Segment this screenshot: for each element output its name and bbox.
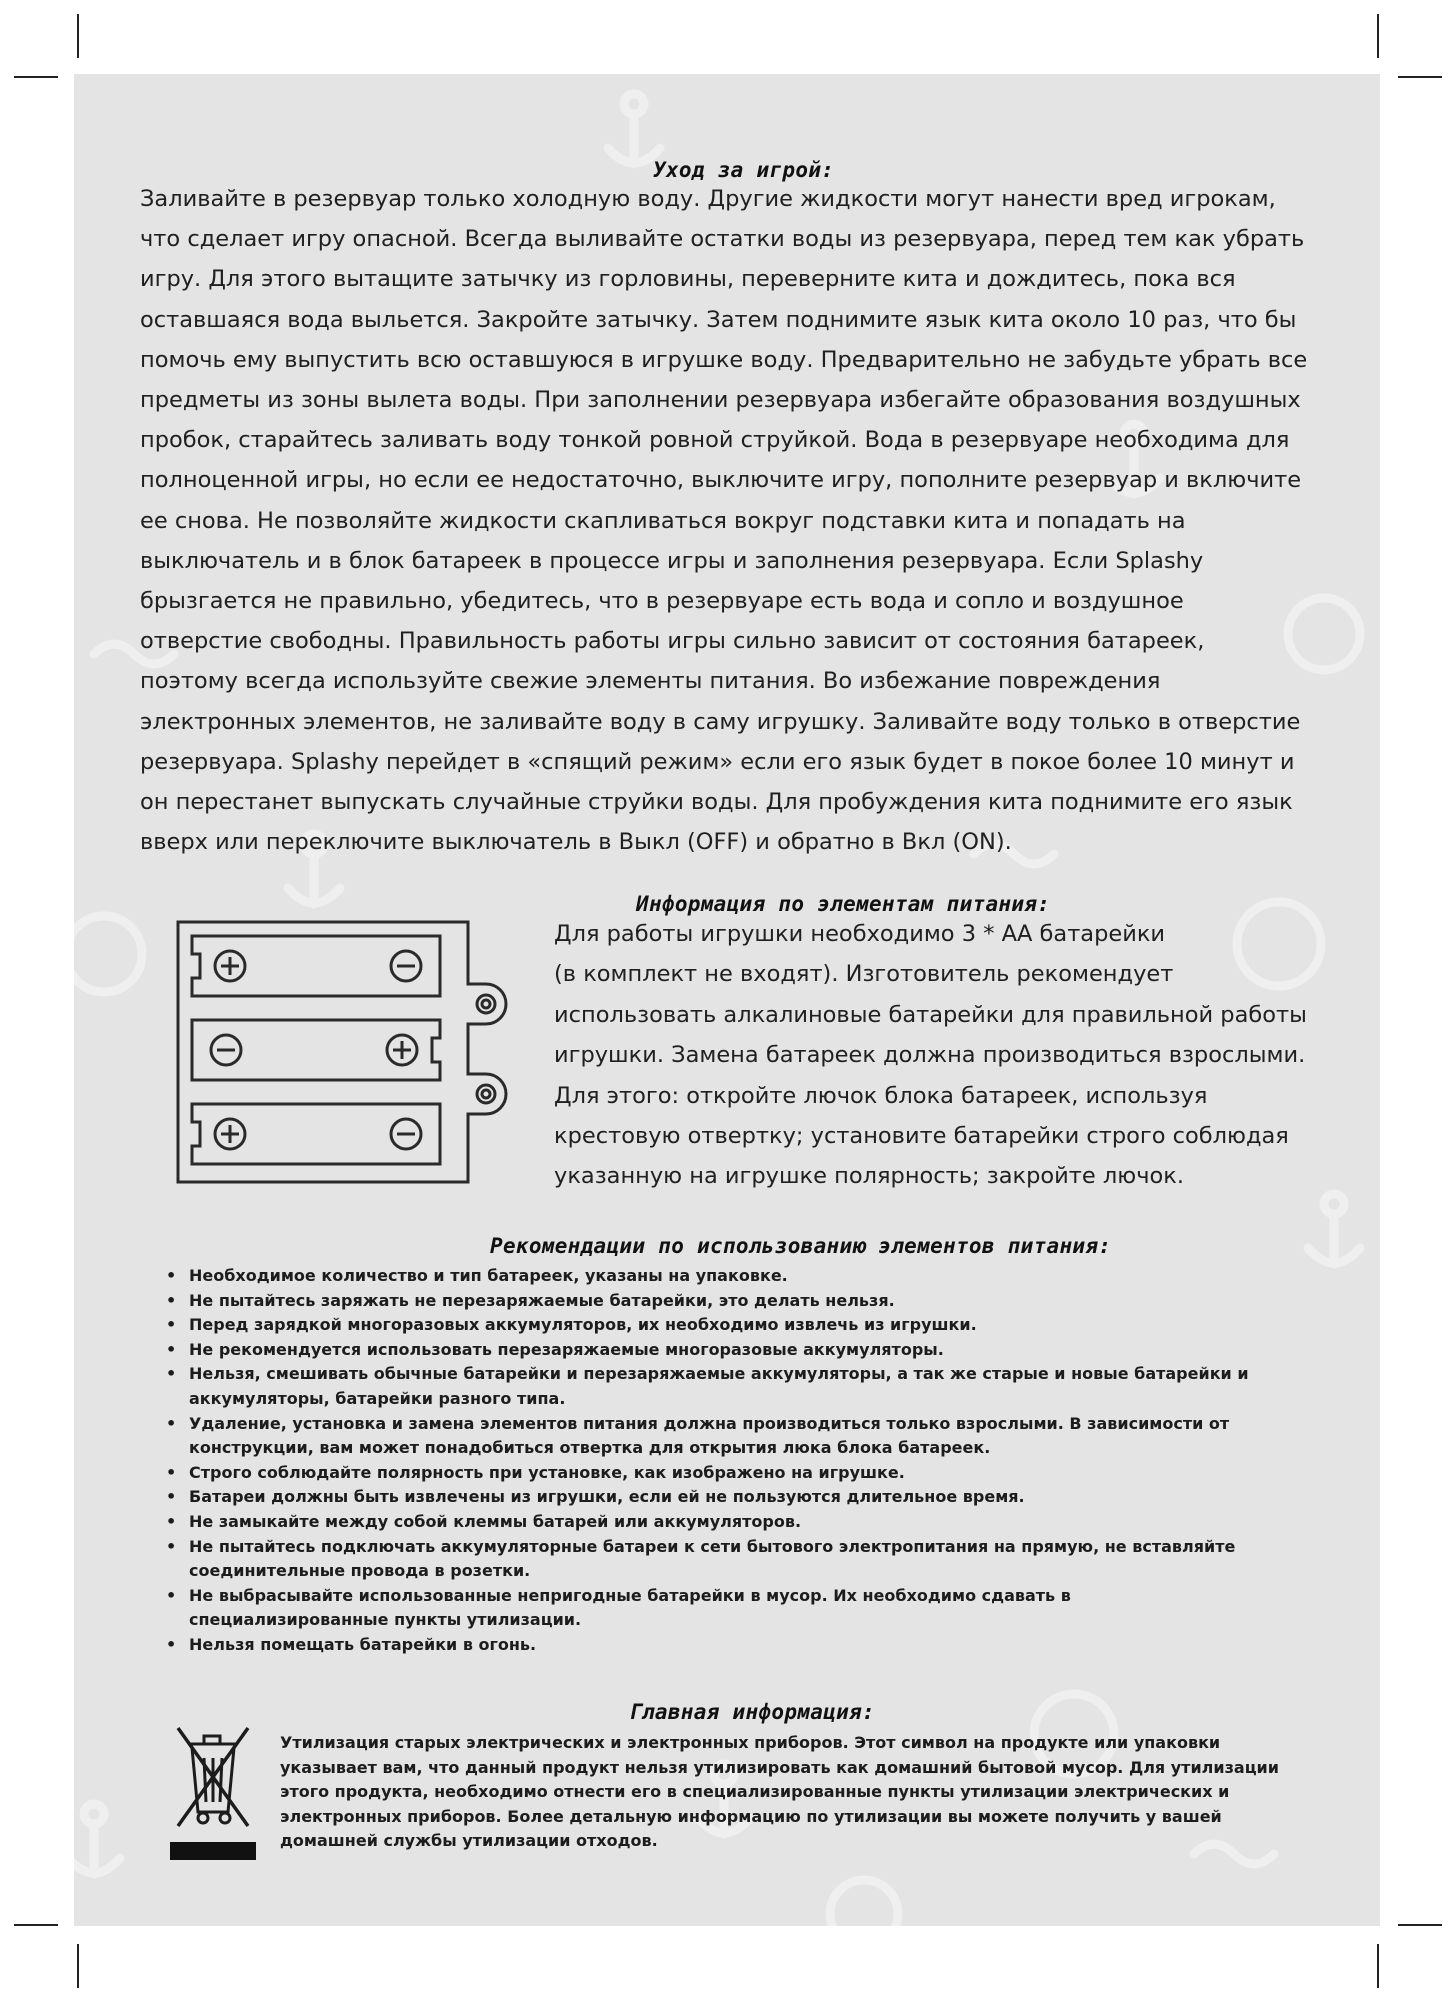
- crop-mark: [77, 1944, 79, 1988]
- battery-info-line: игрушки. Замена батареек должна производиться взрослыми.: [554, 1042, 1306, 1069]
- care-line: полноценной игры, но если ее недостаточно, выключите игру, пополните резервуар и включите: [140, 467, 1302, 494]
- battery-compartment-figure: [170, 914, 510, 1190]
- care-title: Уход за игрой:: [653, 158, 835, 182]
- care-line: помочь ему выпустить всю оставшуюся в игрушке воду. Предварительно не забудьте убрать все: [140, 346, 1308, 373]
- battery-info-paragraph: [554, 914, 1307, 1197]
- list-item: • Не выбрасывайте использованные непригодные батарейки в мусор. Их необходимо сдавать в специализированные пункты утилизации.: [166, 1585, 1071, 1630]
- care-line: ее снова. Не позволяйте жидкости скапливаться вокруг подставки кита и попадать на: [140, 507, 1186, 534]
- care-line: выключатель и в блок батареек в процессе игры и заполнения резервуара. Если Splashy: [140, 547, 1204, 574]
- care-line: предметы из зоны вылета воды. При заполнении резервуара избегайте образования воздушных: [140, 387, 1301, 414]
- care-line: вверх или переключите выключатель в Выкл (OFF) и обратно в Вкл (ON).: [140, 829, 1012, 856]
- crop-mark: [1377, 14, 1379, 58]
- crop-mark: [77, 14, 79, 58]
- care-paragraph: [140, 179, 1307, 862]
- care-line: он перестанет выпускать случайные струйки воды. Для пробуждения кита поднимите его язык: [140, 789, 1293, 816]
- bullet: •: [166, 1290, 177, 1310]
- battery-info-line: Для этого: откройте лючок блока батареек, используя: [554, 1082, 1208, 1109]
- crop-mark: [1377, 1944, 1379, 1988]
- crop-mark: [1398, 1924, 1442, 1926]
- bullet: •: [166, 1511, 177, 1531]
- bullet: •: [166, 1364, 177, 1384]
- bullet: •: [166, 1487, 177, 1507]
- disposal-line: этого продукта, необходимо отнести его в специализированные пункты утилизации электрических и: [280, 1782, 1230, 1802]
- battery-info-line: указанную на игрушке полярность; закройте лючок.: [554, 1163, 1184, 1190]
- list-item: • Перед зарядкой многоразовых аккумуляторов, их необходимо извлечь из игрушки.: [158, 1313, 1358, 1338]
- battery-housing-outline: [178, 922, 506, 1182]
- disposal-line: электронных приборов. Более детальную информацию по утилизации вы можете получить у вашей: [280, 1806, 1222, 1826]
- battery-info-line: крестовую отвертку; установите батарейки строго соблюдая: [554, 1123, 1289, 1150]
- list-item: • Нельзя, смешивать обычные батарейки и перезаряжаемые аккумуляторы, а так же старые и новые батарейки и аккумуляторы, батарейки разного типа.: [166, 1364, 1249, 1408]
- screw-icon: [477, 995, 495, 1013]
- crop-mark: [14, 76, 58, 78]
- screw-icon: [482, 1090, 490, 1098]
- care-line: игру. Для этого вытащите затычку из горловины, переверните кита и дождитесь, пока вся: [140, 266, 1236, 293]
- bullet: •: [166, 1585, 177, 1605]
- instruction-sheet: [74, 74, 1380, 1926]
- crossed-out-bin-icon: [170, 1714, 256, 1862]
- bullet: •: [166, 1462, 177, 1482]
- general-info-title: Главная информация:: [629, 1700, 875, 1724]
- battery-info-line: (в комплект не входят). Изготовитель рекомендует: [554, 961, 1174, 988]
- crop-mark: [14, 1924, 58, 1926]
- care-line: резервуара. Splashy перейдет в «спящий режим» если его язык будет в покое более 10 минут и: [140, 748, 1295, 775]
- battery-info-title: Информация по элементам питания:: [636, 892, 1051, 916]
- minus-terminal-icon: [391, 951, 421, 981]
- care-line: оставшаяся вода выльется. Закройте затычку. Затем поднимите язык кита около 10 раз, что бы: [140, 306, 1297, 333]
- care-line: электронных элементов, не заливайте воду в саму игрушку. Заливайте воду только в отверстие: [140, 708, 1301, 735]
- recommendations-list: [158, 1264, 1358, 1658]
- minus-terminal-icon: [211, 1035, 241, 1065]
- list-item: • Необходимое количество и тип батареек, указаны на упаковке.: [158, 1264, 1358, 1289]
- care-line: Заливайте в резервуар только холодную воду. Другие жидкости могут нанести вред игрокам,: [140, 186, 1276, 212]
- list-item: • Не замыкайте между собой клеммы батарей или аккумуляторов.: [158, 1510, 1358, 1535]
- plus-terminal-icon: [215, 951, 245, 981]
- recommendations-title: Рекомендации по использованию элементов питания:: [490, 1234, 1112, 1258]
- crop-mark: [1398, 76, 1442, 78]
- list-item: • Не пытайтесь подключать аккумуляторные батареи к сети бытового электропитания на прямую, не вставляйте соединительные провода в розетки.: [166, 1536, 1236, 1581]
- care-line: брызгается не правильно, убедитесь, что в резервуаре есть вода и сопло и воздушное: [140, 588, 1184, 615]
- disposal-paragraph: [280, 1731, 1279, 1854]
- list-item: • Нельзя помещать батарейки в огонь.: [158, 1633, 1358, 1658]
- bullet: •: [166, 1413, 177, 1433]
- list-item: • Удаление, установка и замена элементов питания должна производиться только взрослыми. В зависимости от конструкции, вам может понадобиться отвертка для открытия люка блока батареек.: [166, 1413, 1230, 1458]
- care-line: пробок, старайтесь заливать воду тонкой ровной струйкой. Вода в резервуаре необходима для: [140, 427, 1290, 454]
- minus-terminal-icon: [391, 1119, 421, 1149]
- battery-info-line: использовать алкалиновые батарейки для правильной работы: [554, 1001, 1307, 1028]
- disposal-line: Утилизация старых электрических и электронных приборов. Этот символ на продукте или упаковки: [280, 1733, 1221, 1752]
- list-item: • Не рекомендуется использовать перезаряжаемые многоразовые аккумуляторы.: [158, 1338, 1358, 1363]
- list-item: • Батареи должны быть извлечены из игрушки, если ей не пользуются длительное время.: [158, 1485, 1358, 1510]
- care-line: отверстие свободны. Правильность работы игры сильно зависит от состояния батареек,: [140, 628, 1205, 655]
- list-item: • Не пытайтесь заряжать не перезаряжаемые батарейки, это делать нельзя.: [158, 1289, 1358, 1314]
- bullet: •: [166, 1266, 177, 1285]
- bullet: •: [166, 1339, 177, 1359]
- bullet: •: [166, 1634, 177, 1654]
- bullet: •: [166, 1536, 177, 1556]
- plus-terminal-icon: [387, 1035, 417, 1065]
- care-line: что сделает игру опасной. Всегда выливайте остатки воды из резервуара, перед тем как убрать: [140, 226, 1305, 253]
- bullet: •: [166, 1315, 177, 1335]
- list-item: • Строго соблюдайте полярность при установке, как изображено на игрушке.: [158, 1461, 1358, 1486]
- care-line: поэтому всегда используйте свежие элементы питания. Во избежание повреждения: [140, 668, 1161, 695]
- screw-icon: [477, 1085, 495, 1103]
- screw-icon: [482, 1000, 490, 1008]
- disposal-line: указывает вам, что данный продукт нельзя утилизировать как домашний бытовой мусор. Для утилизации: [280, 1757, 1279, 1777]
- battery-info-line: Для работы игрушки необходимо 3 * АА батарейки: [554, 921, 1166, 947]
- plus-terminal-icon: [215, 1119, 245, 1149]
- disposal-line: домашней службы утилизации отходов.: [280, 1831, 658, 1851]
